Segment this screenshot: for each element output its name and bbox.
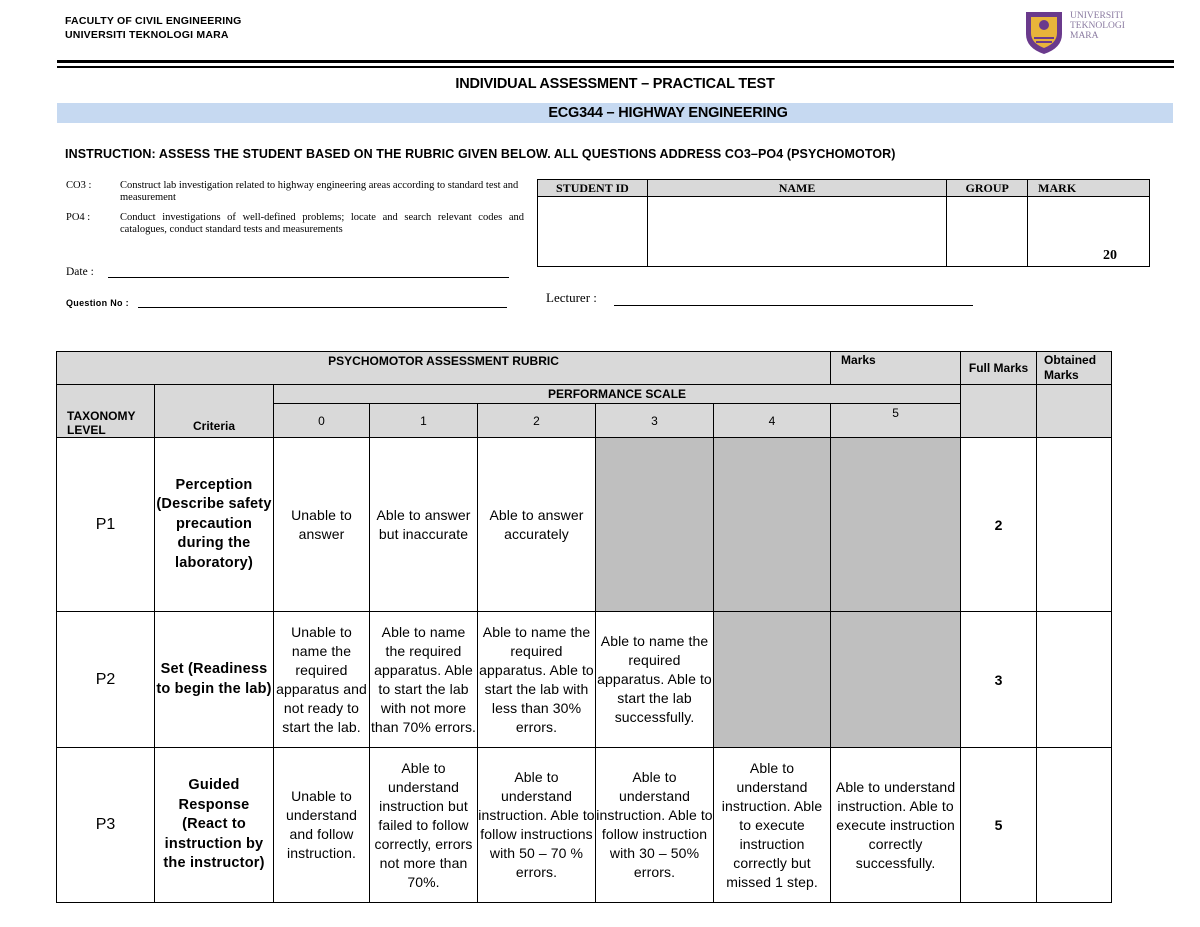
crest-icon bbox=[1022, 8, 1066, 56]
scale-4-descriptor: Able to understand instruction. Able to execute instruction correctly but missed 1 step. bbox=[714, 748, 831, 903]
shaded-cell bbox=[831, 612, 961, 748]
obtained-marks-blank bbox=[1037, 385, 1112, 438]
question-no-field[interactable] bbox=[138, 307, 507, 308]
course-title: ECG344 – HIGHWAY ENGINEERING bbox=[548, 105, 788, 121]
scale-5: 5 bbox=[831, 404, 961, 438]
question-no-label: Question No : bbox=[66, 298, 129, 308]
scale-1-descriptor: Able to understand instruction but failed to follow correctly, errors not more than 70%. bbox=[370, 748, 478, 903]
taxonomy-level: P3 bbox=[57, 748, 155, 903]
scale-2-descriptor: Able to name the required apparatus. Able to start the lab with less than 30% errors. bbox=[478, 612, 596, 748]
shaded-cell bbox=[596, 438, 714, 612]
full-marks-value: 3 bbox=[961, 612, 1037, 748]
group-header: GROUP bbox=[947, 180, 1028, 197]
scale-1: 1 bbox=[370, 404, 478, 438]
performance-scale-header: PERFORMANCE SCALE bbox=[274, 385, 961, 404]
obtained-marks-cell[interactable] bbox=[1037, 748, 1112, 903]
obtained-marks-header: Obtained Marks bbox=[1037, 352, 1112, 385]
logo-text-line: TEKNOLOGI bbox=[1070, 21, 1125, 31]
outcome-text: Construct lab investigation related to highway engineering areas according to standard test and measurement bbox=[120, 180, 519, 203]
criteria-header: Criteria bbox=[155, 385, 274, 438]
full-marks-blank bbox=[961, 385, 1037, 438]
name-cell[interactable] bbox=[647, 197, 946, 267]
faculty-header bbox=[65, 14, 242, 42]
outcome-code: CO3 : bbox=[66, 180, 92, 191]
outcome-code: PO4 : bbox=[66, 212, 91, 223]
date-field[interactable] bbox=[108, 277, 509, 278]
lecturer-field[interactable] bbox=[614, 305, 973, 306]
header-rule bbox=[57, 60, 1174, 63]
lecturer-label: Lecturer : bbox=[546, 290, 597, 305]
obtained-marks-cell[interactable] bbox=[1037, 612, 1112, 748]
scale-2-descriptor: Able to answer accurately bbox=[478, 438, 596, 612]
scale-0-descriptor: Unable to name the required apparatus and not ready to start the lab. bbox=[274, 612, 370, 748]
date-label: Date : bbox=[66, 266, 94, 278]
scale-3-descriptor: Able to understand instruction. Able to follow instruction with 30 – 50% errors. bbox=[596, 748, 714, 903]
rubric-title: PSYCHOMOTOR ASSESSMENT RUBRIC bbox=[57, 352, 831, 385]
scale-3-descriptor: Able to name the required apparatus. Able to start the lab successfully. bbox=[596, 612, 714, 748]
scale-0-descriptor: Unable to understand and follow instruction. bbox=[274, 748, 370, 903]
logo-text-line: UNIVERSITI bbox=[1070, 11, 1124, 21]
scale-0-descriptor: Unable to answer bbox=[274, 438, 370, 612]
faculty-name: FACULTY OF CIVIL ENGINEERING bbox=[65, 15, 242, 27]
scale-0: 0 bbox=[274, 404, 370, 438]
shaded-cell bbox=[831, 438, 961, 612]
outcome-text: Conduct investigations of well-defined problems; locate and search relevant codes and catalogues, conduct standard tests and measurements bbox=[120, 212, 524, 235]
scale-4: 4 bbox=[714, 404, 831, 438]
mark-cell[interactable] bbox=[1028, 197, 1150, 267]
rubric-table bbox=[56, 351, 1112, 903]
header-rule bbox=[57, 66, 1174, 68]
student-info-table bbox=[537, 179, 1150, 267]
shaded-cell bbox=[714, 612, 831, 748]
student-id-header: STUDENT ID bbox=[538, 180, 648, 197]
scale-2: 2 bbox=[478, 404, 596, 438]
criteria-cell: Set (Readiness to begin the lab) bbox=[155, 612, 274, 748]
taxonomy-header: TAXONOMY LEVEL bbox=[57, 385, 155, 438]
instruction-text: INSTRUCTION: ASSESS THE STUDENT BASED ON THE RUBRIC GIVEN BELOW. ALL QUESTIONS ADDRESS CO3–PO4 (PSYCHOMOTOR) bbox=[65, 147, 896, 161]
logo-text-line: MARA bbox=[1070, 31, 1099, 41]
criteria-cell: Perception (Describe safety precaution during the laboratory) bbox=[155, 438, 274, 612]
shaded-cell bbox=[714, 438, 831, 612]
group-cell[interactable] bbox=[947, 197, 1028, 267]
mark-total: 20 bbox=[1103, 248, 1117, 263]
taxonomy-level: P2 bbox=[57, 612, 155, 748]
obtained-marks-cell[interactable] bbox=[1037, 438, 1112, 612]
full-marks-value: 5 bbox=[961, 748, 1037, 903]
taxonomy-level: P1 bbox=[57, 438, 155, 612]
university-name: UNIVERSITI TEKNOLOGI MARA bbox=[65, 29, 229, 41]
marks-header: Marks bbox=[831, 352, 961, 385]
scale-1-descriptor: Able to name the required apparatus. Able to start the lab with not more than 70% errors. bbox=[370, 612, 478, 748]
scale-3: 3 bbox=[596, 404, 714, 438]
student-id-cell[interactable] bbox=[538, 197, 648, 267]
assessment-title: INDIVIDUAL ASSESSMENT – PRACTICAL TEST bbox=[455, 76, 775, 92]
criteria-cell: Guided Response (React to instruction by the instructor) bbox=[155, 748, 274, 903]
scale-1-descriptor: Able to answer but inaccurate bbox=[370, 438, 478, 612]
mark-header: MARK bbox=[1028, 180, 1150, 197]
scale-5-descriptor: Able to understand instruction. Able to execute instruction correctly successfully. bbox=[831, 748, 961, 903]
full-marks-header: Full Marks bbox=[961, 352, 1037, 385]
scale-2-descriptor: Able to understand instruction. Able to follow instructions with 50 – 70 % errors. bbox=[478, 748, 596, 903]
uitm-logo bbox=[1022, 8, 1142, 56]
name-header: NAME bbox=[647, 180, 946, 197]
full-marks-value: 2 bbox=[961, 438, 1037, 612]
